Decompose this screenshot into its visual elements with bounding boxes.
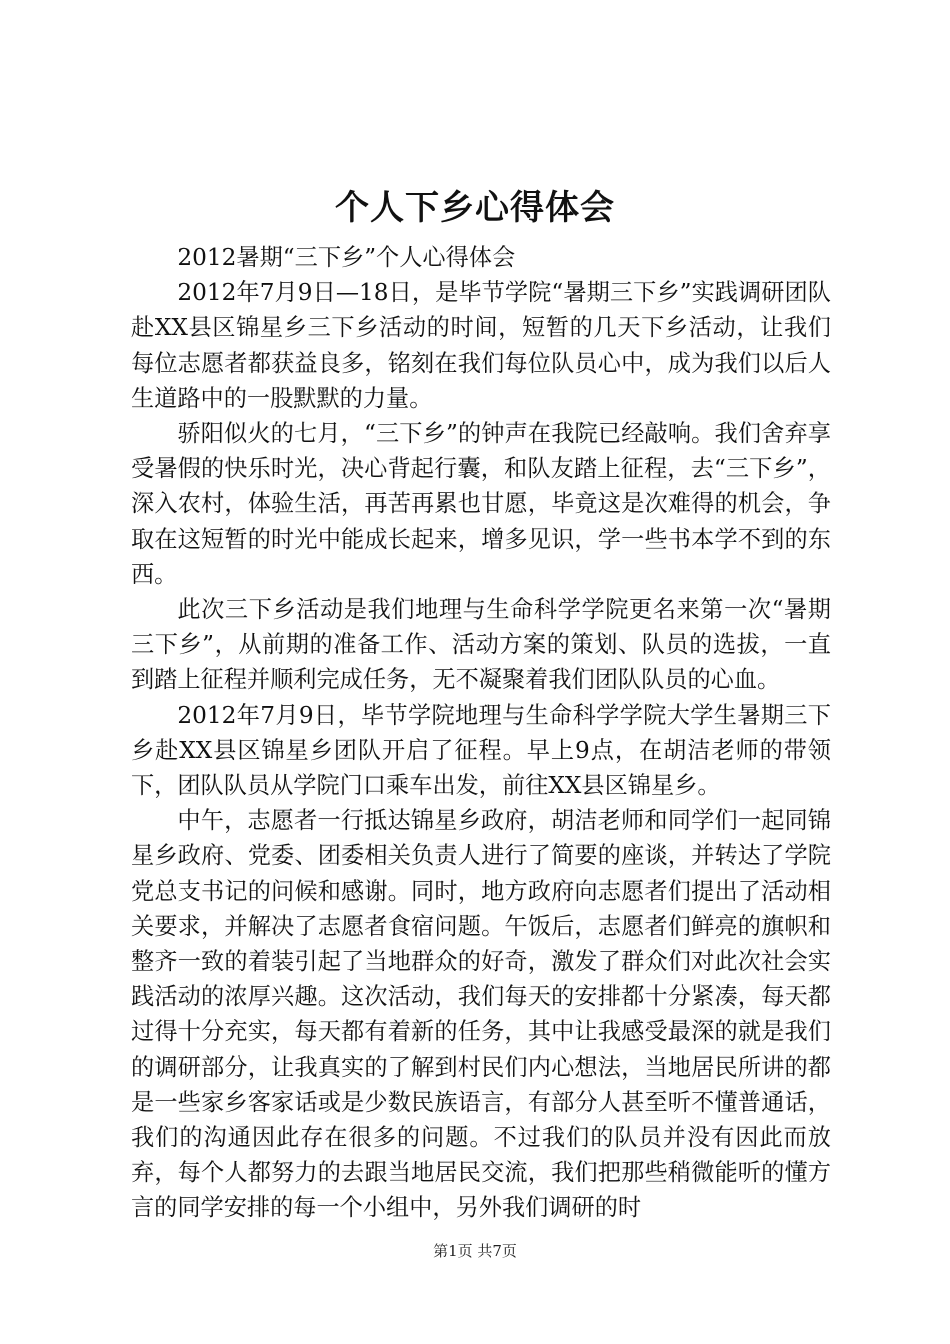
paragraph: 骄阳似火的七月，“三下乡”的钟声在我院已经敲响。我们舍弃享受暑假的快乐时光，决心背起行囊，和队友踏上征程，去“三下乡”，深入农村，体验生活，再苦再累也甘愿，毕竟这是次难得的机会，争取在这短暂的时光中能成长起来，增多见识，学一些书本学不到的东西。 [131, 420, 831, 588]
document-title: 个人下乡心得体会 [335, 188, 615, 228]
page-footer: 第1页 共7页 [433, 1242, 517, 1260]
paragraph: 中午，志愿者一行抵达锦星乡政府，胡洁老师和同学们一起同锦星乡政府、党委、团委相关负责人进行了简要的座谈，并转达了学院党总支书记的问候和感谢。同时，地方政府向志愿者们提出了活动相关要求，并解决了志愿者食宿问题。午饭后，志愿者们鲜亮的旗帜和整齐一致的着装引起了当地群众的好奇，激发了群众们对此次社会实践活动的浓厚兴趣。这次活动，我们每天的安排都十分紧凑，每天都过得十分充实，每天都有着新的任务，其中让我感受最深的就是我们的调研部分，让我真实的了解到村民们内心想法，当地居民所讲的都是一些家乡客家话或是少数民族语言，有部分人甚至听不懂普通话，我们的沟通因此存在很多的问题。不过我们的队员并没有因此而放弃，每个人都努力的去跟当地居民交流，我们把那些稍微能听的懂方言的同学安排的每一个小组中，另外我们调研的时 [131, 807, 831, 1222]
paragraph: 此次三下乡活动是我们地理与生命科学学院更名来第一次“暑期三下乡”，从前期的准备工作、活动方案的策划、队员的选拔，一直到踏上征程并顺利完成任务，无不凝聚着我们团队队员的心血。 [131, 596, 831, 694]
document-body [131, 240, 831, 1226]
paragraph-subtitle: 2012暑期“三下乡”个人心得体会 [177, 244, 516, 271]
paragraph: 2012年7月9日，毕节学院地理与生命科学学院大学生暑期三下乡赴XX县区锦星乡团队开启了征程。早上9点，在胡洁老师的带领下，团队队员从学院门口乘车出发，前往XX县区锦星乡。 [131, 701, 831, 800]
paragraph: 2012年7月9日—18日，是毕节学院“暑期三下乡”实践调研团队赴XX县区锦星乡三下乡活动的时间，短暂的几天下乡活动，让我们每位志愿者都获益良多，铭刻在我们每位队员心中，成为我们以后人生道路中的一股默默的力量。 [131, 279, 831, 412]
